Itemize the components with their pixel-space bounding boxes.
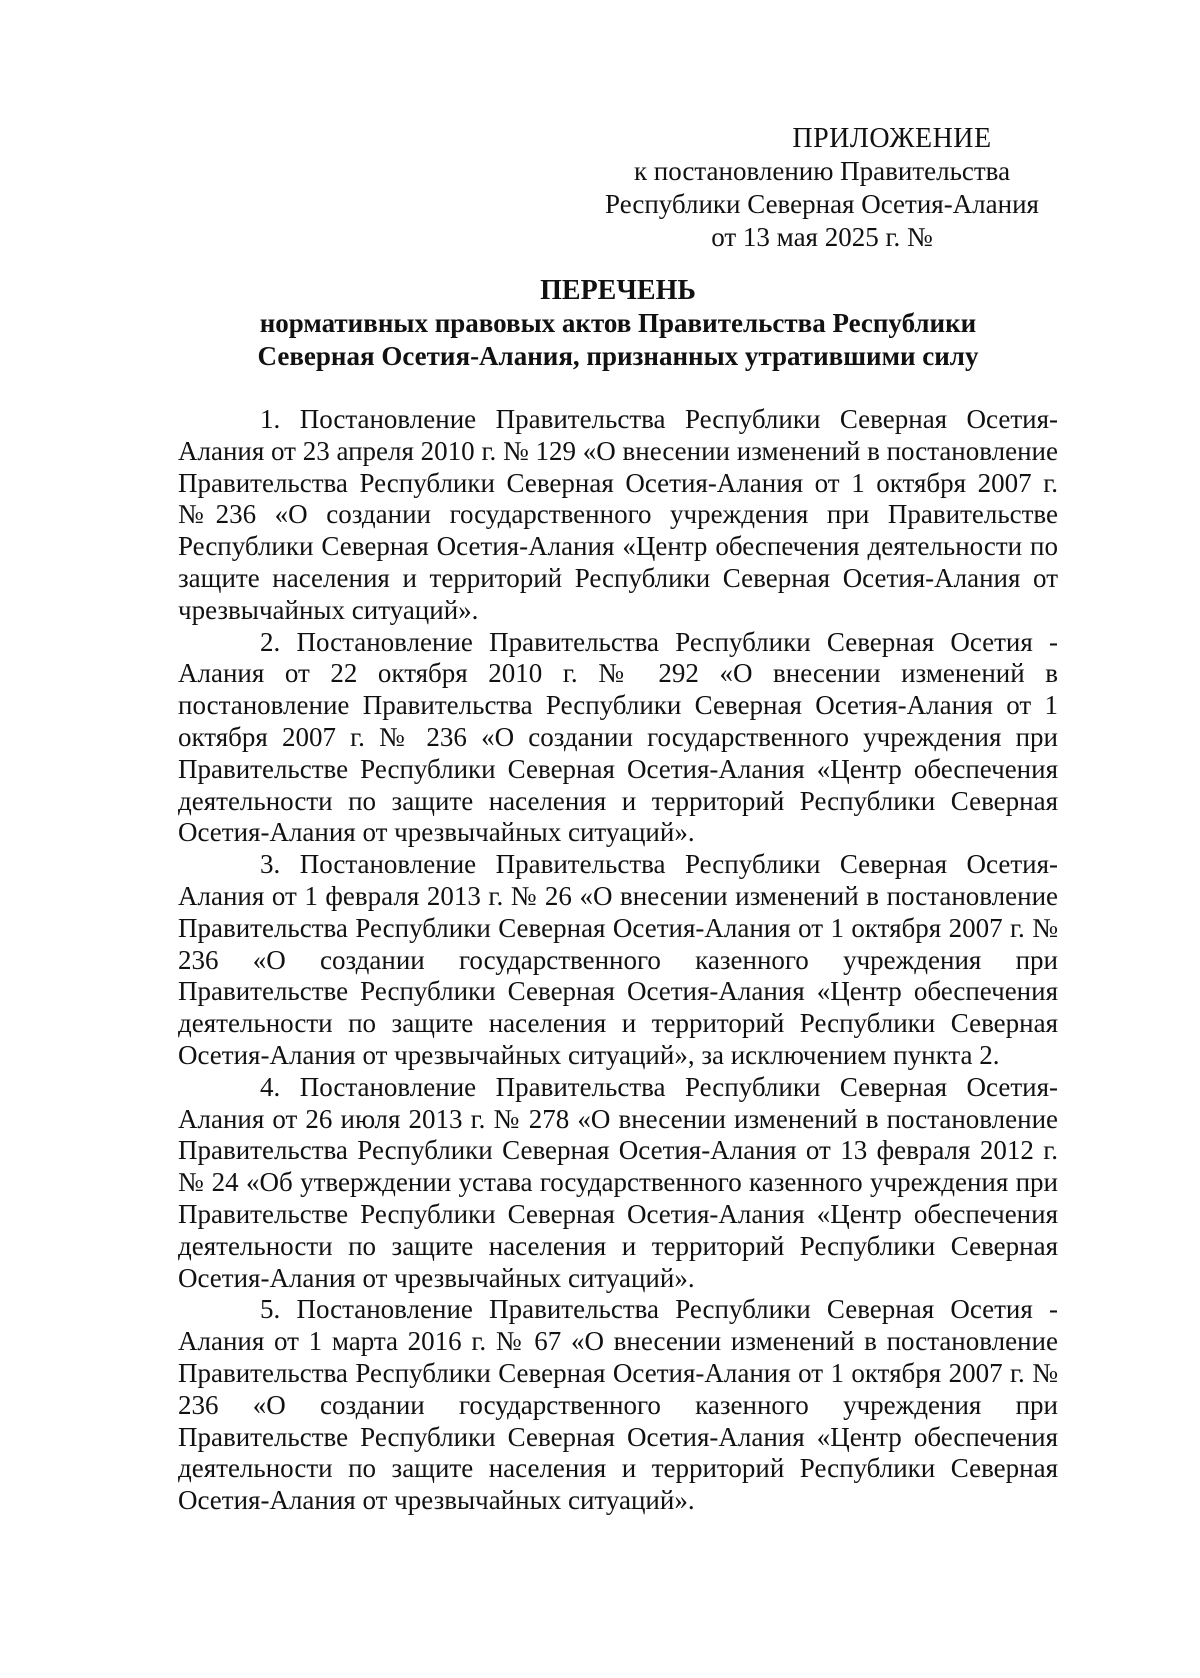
list-item: 4. Постановление Правительства Республики Северная Осетия-Алания от 26 июля 2013 г. № 278 «О внесении изменений в постановление Правительства Республики Северная Осетия-Алания от 13 февраля 2012 г. № 24 «Об утверждении устава государственного казенного учреждения при Правительстве Республики Северная Осетия-Алания «Центр обеспечения деятельности по защите населения и территорий Республики Северная Осетия-Алания от чрезвычайных ситуаций». bbox=[178, 1071, 1058, 1293]
list-item: 1. Постановление Правительства Республики Северная Осетия-Алания от 23 апреля 2010 г. № 129 «О внесении изменений в постановление Правительства Республики Северная Осетия-Алания от 1 октября 2007 г. №236 «О создании государственного учреждения при Правительстве Республики Северная Осетия-Алания «Центр обеспечения деятельности по защите населения и территорий Республики Северная Осетия-Алания от чрезвычайных ситуаций». bbox=[178, 404, 1058, 625]
appendix-title: ПРИЛОЖЕНИЕ bbox=[792, 123, 992, 154]
document-subtitle-line-1: нормативных правовых актов Правительства Республики bbox=[259, 308, 977, 338]
list-item: 5. Постановление Правительства Республики Северная Осетия - Алания от 1 марта 2016 г. № 67 «О внесении изменений в постановление Правительства Республики Северная Осетия-Алания от 1 октября 2007 г. № 236 «О создании государственного казенного учреждения при Правительстве Республики Северная Осетия-Алания «Центр обеспечения деятельности по защите населения и территорий Республики Северная Осетия-Алания от чрезвычайных ситуаций». bbox=[178, 1294, 1058, 1516]
appendix-line-3: от 13 мая 2025 г. № bbox=[711, 222, 933, 252]
appendix-block bbox=[592, 122, 1052, 254]
acts-list bbox=[178, 404, 1058, 1517]
document-heading bbox=[178, 274, 1058, 373]
appendix-line-2: Республики Северная Осетия-Алания bbox=[605, 189, 1039, 219]
list-item: 2. Постановление Правительства Республики Северная Осетия - Алания от 22 октября 2010 г. № 292 «О внесении изменений в постановление Правительства Республики Северная Осетия-Алания от 1 октября 2007 г. № 236 «О создании государственного учреждения при Правительстве Республики Северная Осетия-Алания «Центр обеспечения деятельности по защите населения и территорий Республики Северная Осетия-Алания от чрезвычайных ситуаций». bbox=[178, 626, 1058, 848]
appendix-line-1: к постановлению Правительства bbox=[633, 156, 1011, 186]
document-title: ПЕРЕЧЕНЬ bbox=[540, 275, 696, 306]
document-subtitle-line-2: Северная Осетия-Алания, признанных утратившими силу bbox=[257, 341, 979, 371]
list-item: 3. Постановление Правительства Республики Северная Осетия-Алания от 1 февраля 2013 г. № 26 «О внесении изменений в постановление Правительства Республики Северная Осетия-Алания от 1 октября 2007 г. № 236 «О создании государственного казенного учреждения при Правительстве Республики Северная Осетия-Алания «Центр обеспечения деятельности по защите населения и территорий Республики Северная Осетия-Алания от чрезвычайных ситуаций», за исключением пункта 2. bbox=[178, 849, 1058, 1070]
